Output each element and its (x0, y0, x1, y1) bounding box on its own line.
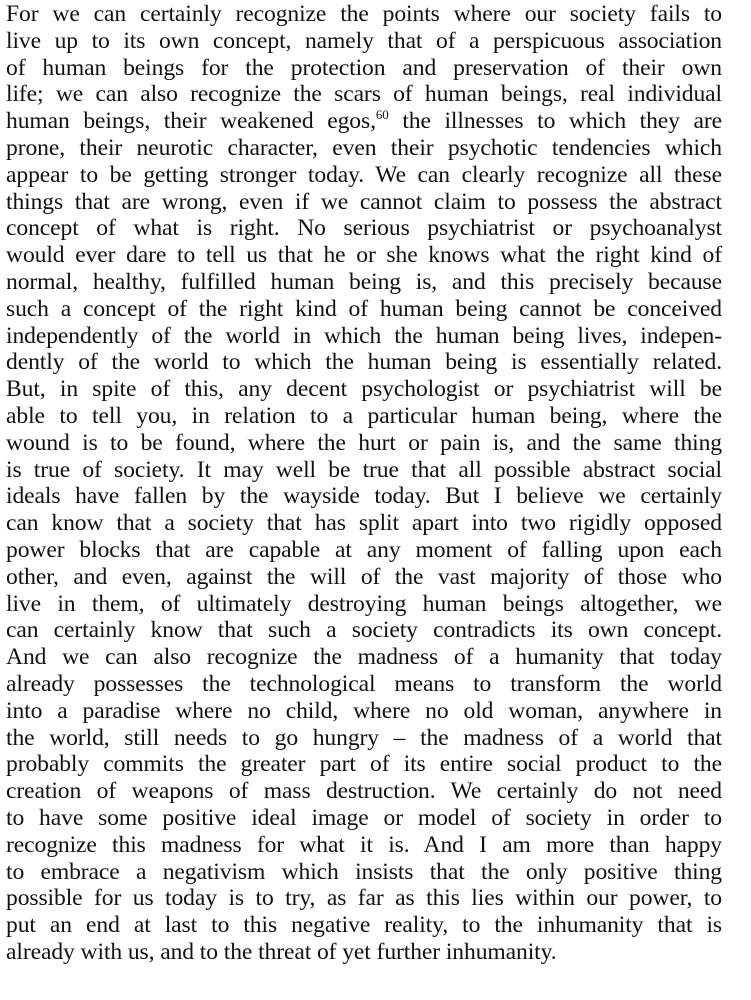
text-line: of human beings for the protection and preservation of their own (6, 54, 722, 81)
text-line: can certainly know that such a society contradicts its own concept. (6, 617, 722, 644)
text-line: already with us, and to the threat of yet further inhumanity. (6, 938, 557, 965)
text-line: live up to its own concept, namely that of a perspicuous association (6, 27, 722, 54)
text-line: possible for us today is to try, as far as this lies within our power, to (6, 885, 722, 912)
text-line-with-footnote (6, 108, 722, 135)
text-segment: human beings, their weakened egos, (6, 108, 376, 135)
text-line: probably commits the greater part of its entire social product to the (6, 751, 722, 778)
footnote-marker: 60 (375, 107, 389, 123)
text-line: other, and even, against the will of the vast majority of those who (6, 563, 722, 590)
text-line: creation of weapons of mass destruction. We certainly do not need (6, 778, 722, 805)
text-line: to embrace a negativism which insists that the only positive thing (6, 858, 722, 885)
text-line: dently of the world to which the human being is essentially related. (6, 349, 722, 376)
text-line: life; we can also recognize the scars of human beings, real individual (6, 81, 722, 108)
text-line: able to tell you, in relation to a particular human being, where the (6, 402, 722, 429)
text-line: power blocks that are capable at any moment of falling upon each (6, 536, 722, 563)
text-line: can know that a society that has split apart into two rigidly opposed (6, 510, 722, 537)
text-line: live in them, of ultimately destroying human beings altogether, we (6, 590, 722, 617)
text-line: prone, their neurotic character, even their psychotic tendencies which (6, 134, 722, 161)
text-line: put an end at last to this negative reality, to the inhumanity that is (6, 912, 722, 939)
text-line: the world, still needs to go hungry – the madness of a world that (6, 724, 722, 751)
text-segment: the illnesses to which they are (402, 108, 722, 135)
text-line: And we can also recognize the madness of a humanity that today (6, 644, 722, 671)
text-line: appear to be getting stronger today. We can clearly recognize all these (6, 161, 722, 188)
text-line: already possesses the technological means to transform the world (6, 670, 722, 697)
text-line: to have some positive ideal image or model of society in order to (6, 804, 722, 831)
text-line: into a paradise where no child, where no old woman, anywhere in (6, 697, 722, 724)
text-line: is true of society. It may well be true that all possible abstract social (6, 456, 722, 483)
text-line: But, in spite of this, any decent psychologist or psychiatrist will be (6, 376, 722, 403)
text-line: would ever dare to tell us that he or she knows what the right kind of (6, 242, 722, 269)
text-line: such a concept of the right kind of human being cannot be conceived (6, 295, 722, 322)
text-line: concept of what is right. No serious psychiatrist or psychoanalyst (6, 215, 722, 242)
text-line: For we can certainly recognize the points where our society fails to (6, 1, 722, 27)
text-line: independently of the world in which the human being lives, indepen- (6, 322, 722, 349)
text-line: normal, healthy, fulfilled human being is, and this precisely because (6, 268, 722, 295)
text-line: ideals have fallen by the wayside today. But I believe we certainly (6, 483, 722, 510)
body-paragraph (6, 1, 722, 966)
text-line: things that are wrong, even if we cannot claim to possess the abstract (6, 188, 722, 215)
text-line: recognize this madness for what it is. And I am more than happy (6, 831, 722, 858)
text-line: wound is to be found, where the hurt or pain is, and the same thing (6, 429, 722, 456)
